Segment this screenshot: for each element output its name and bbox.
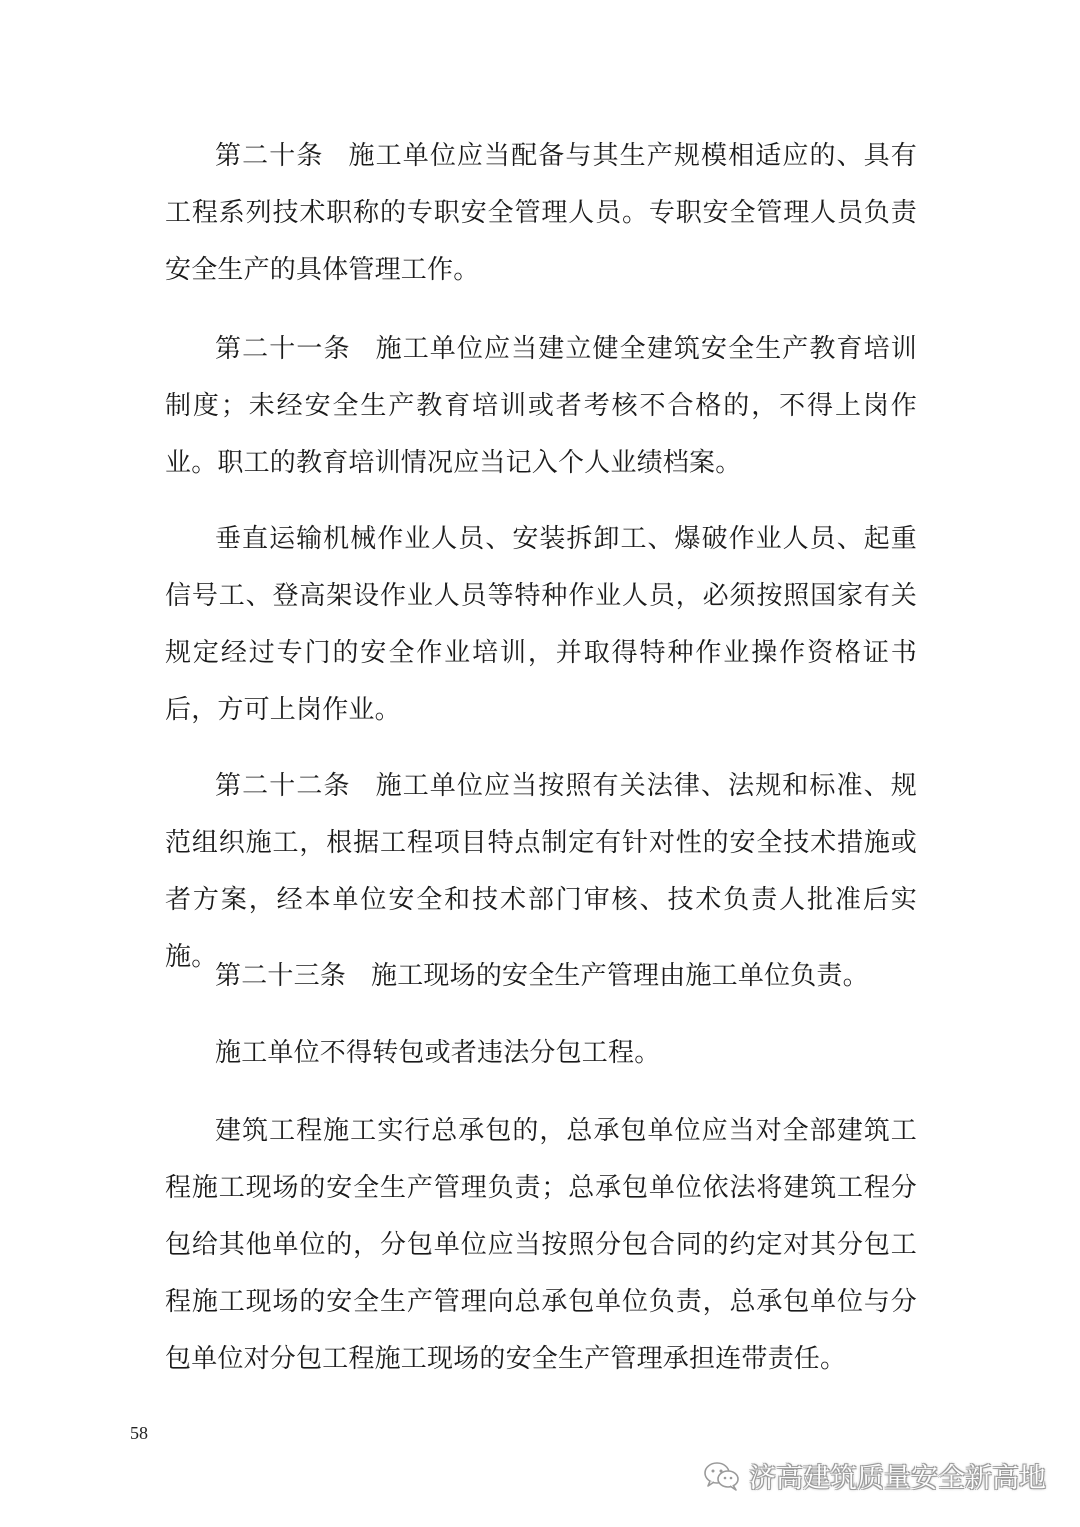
article-text: 施工单位应当建立健全建筑安全生产教育培训制度；未经安全生产教育培训或者考核不合格的，不得上岗作业。职工的教育培训情况应当记入个人业绩档案。 <box>165 334 917 478</box>
paragraph-text: 施工单位不得转包或者违法分包工程。 <box>215 1038 661 1068</box>
paragraph-article-23 <box>165 948 917 1005</box>
watermark-text: 济高建筑质量安全新高地 <box>749 1463 1046 1494</box>
paragraph-special-workers <box>165 511 917 739</box>
paragraph-text: 建筑工程施工实行总承包的，总承包单位应当对全部建筑工程施工现场的安全生产管理负责；总承包单位依法将建筑工程分包给其他单位的，分包单位应当按照分包合同的约定对其分包工程施工现场的安全生产管理向总承包单位负责，总承包单位与分包单位对分包工程施工现场的安全生产管理承担连带责任。 <box>165 1116 917 1374</box>
paragraph-general-contract <box>165 1103 917 1388</box>
paragraph-article-21 <box>165 321 917 492</box>
article-text: 施工单位应当配备与其生产规模相适应的、具有工程系列技术职称的专职安全管理人员。专职安全管理人员负责安全生产的具体管理工作。 <box>165 141 917 285</box>
paragraph-text: 垂直运输机械作业人员、安装拆卸工、爆破作业人员、起重信号工、登高架设作业人员等特种作业人员，必须按照国家有关规定经过专门的安全作业培训，并取得特种作业操作资格证书后，方可上岗作业。 <box>165 524 917 725</box>
paragraph-article-20 <box>165 128 917 299</box>
article-number: 第二十三条 <box>215 961 347 991</box>
watermark <box>703 1456 1046 1495</box>
paragraph-no-subcontract <box>165 1025 917 1082</box>
wechat-icon <box>703 1460 741 1492</box>
article-text: 施工现场的安全生产管理由施工单位负责。 <box>371 961 869 991</box>
page-number: 58 <box>130 1423 148 1443</box>
article-number: 第二十二条 <box>215 771 351 801</box>
article-text: 施工单位应当按照有关法律、法规和标准、规范组织施工，根据工程项目特点制定有针对性的安全技术措施或者方案，经本单位安全和技术部门审核、技术负责人批准后实施。 <box>165 771 917 972</box>
article-number: 第二十条 <box>215 141 324 171</box>
article-number: 第二十一条 <box>215 334 351 364</box>
